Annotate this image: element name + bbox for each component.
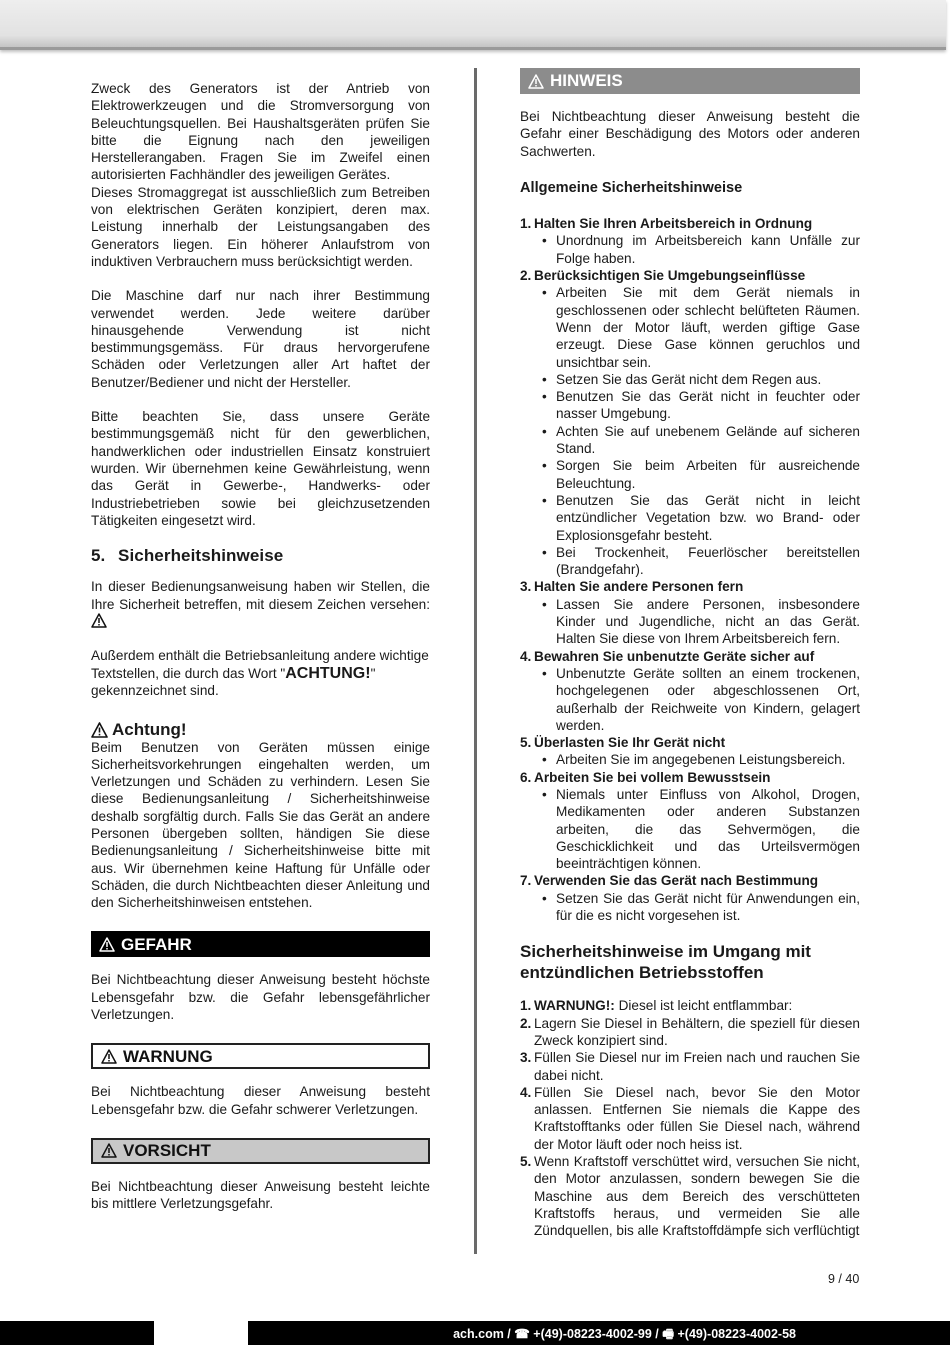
bullet-item (520, 457, 860, 492)
list-item-text: Lagern Sie Diesel in Behältern, die speziell für diesen Zweck konzipiert sind. (534, 1015, 860, 1048)
bullet-text: Arbeiten Sie im angegebenen Leistungsbereich. (556, 752, 846, 768)
general-safety-title: Allgemeine Sicherheitshinweise (520, 179, 743, 196)
commercial-use-paragraph: Bitte beachten Sie, dass unsere Geräte bestimmungsgemäß nicht für den gewerblichen, handwerklichen oder industriellen Einsatz konstruiert wurden. Wir übernehmen keine Gewährleistung, wenn das Gerät in Gewerbe-, Handwerks- oder Industriebetrieben sowie bei gleichzusetzenden Tätigkeiten eingesetzt wird. (91, 409, 430, 528)
list-item-title: Halten Sie Ihren Arbeitsbereich in Ordnung (534, 216, 813, 232)
bullet-dot-icon: • (542, 752, 547, 768)
intro-paragraph-2: Dieses Stromaggregat ist ausschließlich zum Betreiben von elektrischen Geräten konzipiert, deren max. Leistung innerhalb der Leistungsangaben des Generators liegen. Ein höherer Anlaufstrom von induktiven Verbrauchern muss berücksichtigt werden. (91, 184, 430, 269)
warning-triangle-icon (101, 1049, 117, 1064)
list-item (520, 1084, 860, 1153)
left-column (91, 80, 430, 1213)
header-bar (0, 0, 946, 50)
bullet-item (520, 284, 860, 370)
warning-triangle-icon (101, 1143, 117, 1158)
bullet-dot-icon: • (542, 285, 547, 301)
bullet-dot-icon: • (542, 233, 547, 249)
list-item (520, 734, 860, 751)
bullet-text: Benutzen Sie das Gerät nicht in leicht entzündlicher Vegetation bzw. wo Brand- oder Explosionsgefahr besteht. (556, 492, 860, 543)
list-item (520, 578, 860, 595)
achtung-keyword: ACHTUNG! (285, 664, 371, 682)
bullet-dot-icon: • (542, 389, 547, 405)
list-item-title: Halten Sie andere Personen fern (534, 579, 744, 595)
list-item-text: Füllen Sie Diesel nur im Freien nach und rauchen Sie dabei nicht. (534, 1050, 860, 1083)
bullet-dot-icon: • (542, 492, 547, 508)
bullet-text: Unbenutzte Geräte sollten an einem trockenen, hochgelegenen oder abgeschlossenen Ort, außerhalb der Reichweite von Kindern, gelagert werden. (556, 665, 860, 733)
fax-icon: 🖷 (662, 1327, 675, 1341)
bullet-item (520, 665, 860, 734)
phone-icon: ☎ (514, 1327, 530, 1341)
list-item-number: 6. (520, 769, 532, 785)
warning-triangle-icon (91, 613, 107, 628)
list-item (520, 648, 860, 665)
bullet-dot-icon: • (542, 544, 547, 560)
list-item-number: 1. (520, 216, 532, 232)
bullet-text: Setzen Sie das Gerät nicht dem Regen aus. (556, 371, 822, 387)
list-item (520, 997, 860, 1014)
list-item-title: Arbeiten Sie bei vollem Bewusstsein (534, 769, 771, 785)
list-item (520, 267, 860, 284)
warning-triangle-icon (528, 74, 544, 89)
list-item-number: 7. (520, 873, 532, 889)
warning-triangle-icon (91, 722, 108, 738)
bullet-item (520, 890, 860, 925)
intended-use-paragraph: Die Maschine darf nur nach ihrer Bestimmung verwendet werden. Jede weitere darüber hinausgehende Verwendung ist nicht bestimmungsgemäss. Für draus hervorgerufene Schäden oder Verletzungen aller Art haftet der Benutzer/Bediener und nicht der Hersteller. (91, 288, 430, 390)
hinweis-text: Bei Nichtbeachtung dieser Anweisung besteht die Gefahr einer Beschädigung des Motors oder anderen Sachwerten. (520, 109, 860, 159)
bullet-text: Unordnung im Arbeitsbereich kann Unfälle zur Folge haben. (556, 233, 860, 266)
symbol-paragraph: In dieser Bedienungsanweisung haben wir Stellen, die Ihre Sicherheit betreffen, mit diesem Zeichen versehen: (91, 578, 430, 630)
achtung-text: Beim Benutzen von Geräten müssen einige Sicherheitsvorkehrungen eingehalten werden, um Verletzungen und Schäden zu verhindern. Lesen Sie diese Bedienungsanleitung / Sicherheitshinweise deshalb sorgfältig durch. Falls Sie das Gerät an andere Personen übergeben sollten, händigen Sie diese Bedienungsanleitung / Sicherheitshinweise bitte mit aus. Wir übernehmen keine Haftung für Unfälle oder Schäden, die durch Nichtbeachten dieser Anleitung und den Sicherheitshinweisen entstehen. (91, 739, 430, 911)
list-item-title: Verwenden Sie das Gerät nach Bestimmung (534, 873, 819, 889)
list-item-number: 3. (520, 579, 532, 595)
bullet-dot-icon: • (542, 423, 547, 439)
bullet-text: Bei Trockenheit, Feuerlöscher bereitstellen (Brandgefahr). (556, 544, 860, 578)
gefahr-box: GEFAHR (91, 931, 430, 957)
achtung-paragraph: Außerdem enthält die Betriebsanleitung andere wichtige Textstellen, die durch das Wort "ACHTUNG!" gekennzeichnet sind. (91, 648, 429, 698)
vorsicht-text: Bei Nichtbeachtung dieser Anweisung besteht leichte bis mittlere Verletzungsgefahr. (91, 1178, 430, 1212)
bullet-item (520, 492, 860, 544)
section-title: Sicherheitshinweise (118, 546, 284, 566)
section-heading (91, 547, 430, 564)
bullet-text: Sorgen Sie beim Arbeiten für ausreichende Beleuchtung. (556, 458, 860, 491)
bullet-item (520, 544, 860, 579)
list-item-number: 4. (520, 648, 532, 664)
bullet-item (520, 423, 860, 458)
list-item-number: 2. (520, 268, 532, 284)
bullet-text: Arbeiten Sie mit dem Gerät niemals in geschlossenen oder schlecht belüfteten Räumen. Wenn der Motor läuft, werden giftige Gase erzeugt. Diese Gase können geruchlos und unsichtbar sein. (556, 285, 860, 370)
list-item (520, 769, 860, 786)
page-number: 9 / 40 (828, 1272, 860, 1286)
footer-bar (0, 1321, 950, 1345)
list-item (520, 1015, 860, 1050)
list-item-number: 3. (520, 1050, 532, 1066)
bullet-dot-icon: • (542, 890, 547, 906)
bullet-text: Achten Sie auf unebenem Gelände auf sicheren Stand. (556, 423, 860, 457)
bullet-dot-icon: • (542, 596, 547, 612)
footer-contact: ach.com / ☎ +(49)-08223-4002-99 / 🖷 +(49)-08223-4002-58 (453, 1327, 796, 1341)
bullet-item (520, 371, 860, 388)
warning-triangle-icon (99, 937, 115, 952)
bullet-text: Benutzen Sie das Gerät nicht in feuchter oder nasser Umgebung. (556, 389, 860, 422)
list-item (520, 872, 860, 889)
right-column (520, 68, 860, 1240)
list-item (520, 215, 860, 232)
bullet-item (520, 751, 860, 768)
bullet-text: Niemals unter Einfluss von Alkohol, Drogen, Medikamenten oder anderen Substanzen arbeiten, die das Sehvermögen, die Geschicklichkeit und das Urteilsvermögen beeinträchtigen können. (556, 786, 860, 872)
intro-paragraph-1: Zweck des Generators ist der Antrieb von Elektrowerkzeugen und die Stromversorgung von Beleuchtungsquellen. Bei Haushaltsgeräten prüfen Sie bitte die Eignung nach den jeweiligen Herstellerangaben. Fragen Sie im Zweifel einen autorisierten Fachhändler des jeweiligen Gerätes. (91, 81, 430, 183)
list-item-title: Berücksichtigen Sie Umgebungseinflüsse (534, 268, 806, 284)
general-safety-list (520, 215, 860, 924)
bullet-text: Setzen Sie das Gerät nicht für Anwendungen ein, für die es nicht vorgesehen ist. (556, 890, 860, 924)
fuel-safety-title: Sicherheitshinweise im Umgang mit entzündlichen Betriebsstoffen (520, 942, 811, 982)
list-item-text: Füllen Sie Diesel nach, bevor Sie den Motor anlassen. Entfernen Sie niemals die Kappe des Kraftstofftanks oder füllen Sie Diesel nach, während der Motor läuft oder noch heiss ist. (534, 1084, 860, 1152)
vorsicht-box: VORSICHT (91, 1138, 430, 1164)
list-item (520, 1049, 860, 1084)
list-item-number: 5. (520, 735, 532, 751)
list-item-text: WARNUNG!: Diesel ist leicht entflammbar: (534, 998, 793, 1014)
column-divider (474, 68, 477, 1254)
bullet-item (520, 232, 860, 267)
bullet-dot-icon: • (542, 458, 547, 474)
warnung-text: Bei Nichtbeachtung dieser Anweisung besteht Lebensgefahr bzw. die Gefahr schwerer Verletzungen. (91, 1084, 430, 1117)
list-item-number: 5. (520, 1154, 532, 1170)
list-item-title: Bewahren Sie unbenutzte Geräte sicher auf (534, 648, 815, 664)
hinweis-box: HINWEIS (520, 68, 860, 94)
bullet-dot-icon: • (542, 786, 547, 802)
fuel-safety-list (520, 997, 860, 1239)
list-item-number: 2. (520, 1015, 532, 1031)
warnung-box: WARNUNG (91, 1043, 430, 1069)
bullet-item (520, 786, 860, 872)
section-number: 5. (91, 546, 106, 566)
list-item-title: Überlasten Sie Ihr Gerät nicht (534, 735, 726, 751)
gefahr-text: Bei Nichtbeachtung dieser Anweisung besteht höchste Lebensgefahr bzw. die Gefahr lebensgefährlicher Verletzungen. (91, 972, 430, 1023)
list-item (520, 1153, 860, 1239)
bullet-text: Lassen Sie andere Personen, insbesondere Kinder und Jugendliche, nicht an das Gerät. Halten Sie diese von Ihrem Arbeitsbereich fern. (556, 596, 860, 647)
bullet-item (520, 388, 860, 423)
list-item-text: Wenn Kraftstoff verschüttet wird, versuchen Sie nicht, den Motor anzulassen, sondern bewegen Sie die Maschine aus dem Bereich des verschütteten Kraftstoffs heraus, und vermeiden Sie alle Zündquellen, bis alle Kraftstoffdämpfe sich verflüchtigt (534, 1154, 860, 1239)
bullet-dot-icon: • (542, 371, 547, 387)
bullet-item (520, 596, 860, 648)
list-item-number: 1. (520, 998, 532, 1014)
bullet-dot-icon: • (542, 665, 547, 681)
achtung-heading: Achtung! (91, 721, 430, 738)
list-item-number: 4. (520, 1084, 532, 1100)
list-item-bold: WARNUNG!: (534, 998, 615, 1014)
